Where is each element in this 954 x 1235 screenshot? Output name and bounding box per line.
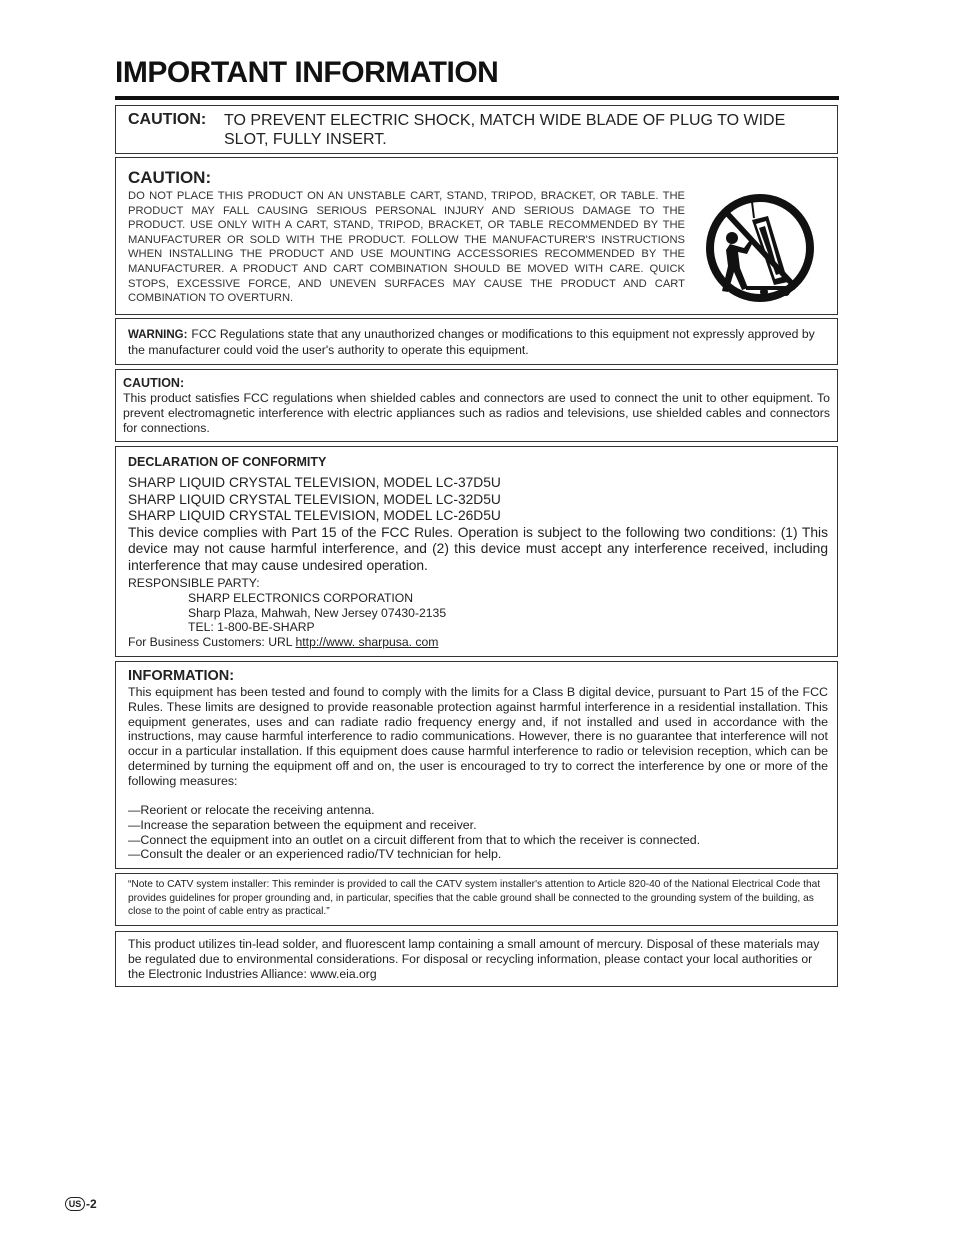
catv-note-text: “Note to CATV system installer: This reminder is provided to call the CATV system installer's attention to Article 820-40 of the National Electrical Code that provides guidelines for proper grounding and, in particular, specifies that the cable ground shall be connected to the grounding system of the building, as close to the point of cable entry as practical.” <box>128 879 821 918</box>
responsible-party-address <box>188 591 446 635</box>
disposal-box <box>115 931 838 987</box>
disposal-text: This product utilizes tin-lead solder, and fluorescent lamp containing a small amount of mercury. Disposal of these materials may be regulated due to environmental considerations. For disposal or recycling information, please contact your local authorities or the Electronic Industries Alliance: www.eia.org <box>128 937 820 981</box>
information-box <box>115 661 838 869</box>
page-number: -2 <box>86 1197 97 1211</box>
information-heading: INFORMATION: <box>128 668 235 684</box>
caution-cables-heading: CAUTION: <box>123 376 185 390</box>
business-prefix: For Business Customers: URL <box>128 635 296 649</box>
page-footer <box>65 1196 97 1212</box>
title-rule <box>115 96 839 100</box>
caution-plug-text: TO PREVENT ELECTRIC SHOCK, MATCH WIDE BLADE OF PLUG TO WIDE SLOT, FULLY INSERT. <box>224 112 786 148</box>
model-line: SHARP LIQUID CRYSTAL TELEVISION, MODEL LC-26D5U <box>128 508 501 523</box>
measure-item: —Consult the dealer or an experienced radio/TV technician for help. <box>128 847 502 862</box>
measure-item: —Connect the equipment into an outlet on a circuit different from that to which the receiver is connected. <box>128 832 701 847</box>
caution-plug-label: CAUTION: <box>128 111 207 128</box>
caution-cables-body: This product satisfies FCC regulations when shielded cables and connectors are used to connect the unit to other equipment. To prevent electromagnetic interference with electric appliances such as radios and televisions, use shielded cables and connectors for connections. <box>123 391 830 435</box>
declaration-heading: DECLARATION OF CONFORMITY <box>128 455 327 469</box>
caution-plug-box <box>115 105 838 154</box>
page-title: IMPORTANT INFORMATION <box>115 56 499 89</box>
caution-cart-box <box>115 157 838 315</box>
measure-item: —Increase the separation between the equipment and receiver. <box>128 817 477 832</box>
cart-tip-over-warning-icon <box>702 188 818 306</box>
caution-cables-box <box>115 369 838 442</box>
information-measures <box>128 803 828 862</box>
responsible-party-line: TEL: 1-800-BE-SHARP <box>188 620 315 635</box>
declaration-statement: This device complies with Part 15 of the FCC Rules. Operation is subject to the following two conditions: (1) This device may not cause harmful interference, and (2) this device must accept any interference received, including interference that may cause undesired operation. <box>128 525 828 573</box>
catv-note-box <box>115 873 838 926</box>
region-badge: US <box>65 1197 85 1211</box>
responsible-party-line: SHARP ELECTRONICS CORPORATION <box>188 591 414 605</box>
model-line: SHARP LIQUID CRYSTAL TELEVISION, MODEL LC-32D5U <box>128 491 501 507</box>
warning-fcc-text: FCC Regulations state that any unauthorized changes or modifications to this equipment not expressly approved by the manufacturer could void the user's authority to operate this equipment. <box>128 327 815 357</box>
sharp-url-link[interactable]: http://www. sharpusa. com <box>295 635 439 649</box>
declaration-box <box>115 446 838 657</box>
warning-fcc-label: WARNING: <box>128 329 188 341</box>
warning-fcc-paragraph <box>128 327 828 358</box>
warning-fcc-box <box>115 318 838 365</box>
caution-cart-body: DO NOT PLACE THIS PRODUCT ON AN UNSTABLE CART, STAND, TRIPOD, BRACKET, OR TABLE. THE PRODUCT MAY FALL CAUSING SERIOUS PERSONAL INJURY AND SERIOUS DAMAGE TO THE PRODUCT. USE ONLY WITH A CART, STAND, TRIPOD, BRACKET, OR TABLE RECOMMENDED BY THE MANUFACTURER OR SOLD WITH THE PRODUCT. FOLLOW THE MANUFACTURER'S INSTRUCTIONS WHEN INSTALLING THE PRODUCT AND USE MOUNTING ACCESSORIES RECOMMENDED BY THE MANUFACTURER. A PRODUCT AND CART COMBINATION SHOULD BE MOVED WITH CARE. QUICK STOPS, EXCESSIVE FORCE, AND UNEVEN SURFACES MAY CAUSE THE PRODUCT AND CART COMBINATION TO OVERTURN. <box>128 190 685 305</box>
model-line: SHARP LIQUID CRYSTAL TELEVISION, MODEL LC-37D5U <box>128 475 501 490</box>
caution-cart-heading: CAUTION: <box>128 168 212 187</box>
measure-item: —Reorient or relocate the receiving antenna. <box>128 803 375 817</box>
declaration-models <box>128 475 828 525</box>
responsible-party-line: Sharp Plaza, Mahwah, New Jersey 07430-2135 <box>188 605 447 620</box>
information-body: This equipment has been tested and found to comply with the limits for a Class B digital device, pursuant to Part 15 of the FCC Rules. These limits are designed to provide reasonable protection against harmful interference in a residential installation. This equipment generates, uses and can radiate radio frequency energy and, if not installed and used in accordance with the instructions, may cause harmful interference to radio communications. However, there is no guarantee that interference will not occur in a particular installation. If this equipment does cause harmful interference to radio or television reception, which can be determined by turning the equipment off and on, the user is encouraged to try to correct the interference by one or more of the following measures: <box>128 685 828 788</box>
business-customers-line <box>128 635 438 649</box>
responsible-party-label: RESPONSIBLE PARTY: <box>128 576 260 590</box>
